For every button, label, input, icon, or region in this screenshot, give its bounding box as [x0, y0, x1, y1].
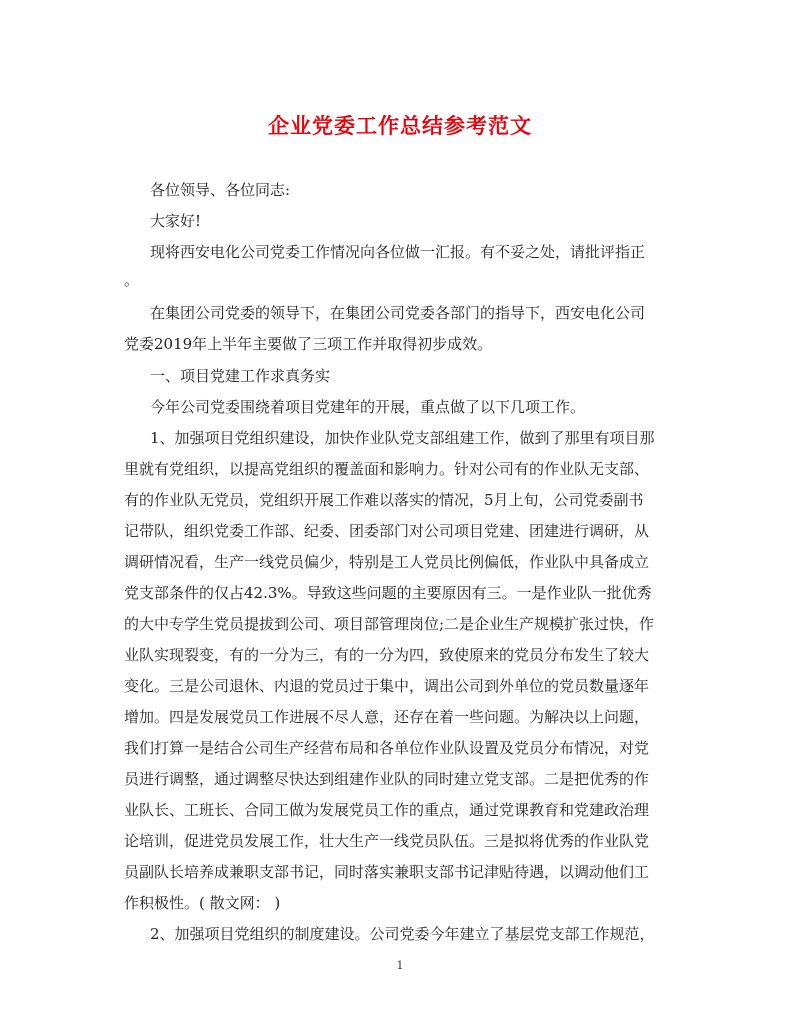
- text-line: 增加。四是发展党员工作进展不尽人意，还存在着一些问题。为解决以上问题，: [124, 708, 650, 726]
- text-line: 1、加强项目党组织建设，加快作业队党支部组建工作，做到了那里有项目那: [150, 429, 655, 447]
- text-line: 的大中专学生党员提拔到公司、项目部管理岗位;二是企业生产规模扩张过快，作: [124, 615, 655, 633]
- text-line: 大家好!: [150, 212, 202, 230]
- text-line: 2、加强项目党组织的制度建设。公司党委今年建立了基层党支部工作规范，: [150, 925, 655, 943]
- text-line: 今年公司党委围绕着项目党建年的开展，重点做了以下几项工作。: [150, 398, 586, 416]
- text-line: 员副队长培养成兼职支部书记，同时落实兼职支部书记津贴待遇，以调动他们工: [124, 863, 650, 881]
- text-line: 现将西安电化公司党委工作情况向各位做一汇报。有不妥之处，请批评指正: [150, 243, 646, 261]
- section-heading: 一、项目党建工作求真务实: [150, 367, 331, 385]
- text-line: 记带队，组织党委工作部、纪委、团委部门对公司项目党建、团建进行调研，从: [124, 522, 650, 540]
- text-line: 论培训，促进党员发展工作，壮大生产一线党员队伍。三是拟将优秀的作业队党: [124, 832, 650, 850]
- text-line: 变化。三是公司退休、内退的党员过于集中，调出公司到外单位的党员数量逐年: [124, 677, 650, 695]
- text-line: 各位领导、各位同志:: [150, 181, 291, 199]
- text-line: 。: [124, 271, 140, 289]
- text-line: 党委2019年上半年主要做了三项工作并取得初步成效。: [124, 335, 493, 353]
- text-line: 在集团公司党委的领导下，在集团公司党委各部门的指导下，西安电化公司: [150, 304, 646, 322]
- text-line: 调研情况看，生产一线党员偏少，特别是工人党员比例偏低，作业队中具备成立: [124, 553, 650, 571]
- text-line: 有的作业队无党员，党组织开展工作难以落实的情况，5月上旬，公司党委副书: [124, 491, 644, 509]
- text-line: 我们打算一是结合公司生产经营布局和各单位作业队设置及党员分布情况，对党: [124, 739, 650, 757]
- document-title: 企业党委工作总结参考范文: [268, 113, 532, 138]
- text-line: 作积极性。( 散文网： ): [124, 894, 281, 912]
- text-line: 业队长、工班长、合同工做为发展党员工作的重点，通过党课教育和党建政治理: [124, 801, 650, 819]
- text-line: 党支部条件的仅占42.3%。导致这些问题的主要原因有三。一是作业队一批优秀: [124, 584, 652, 602]
- page-number: 1: [396, 959, 404, 972]
- text-line: 里就有党组织，以提高党组织的覆盖面和影响力。针对公司有的作业队无支部、: [124, 460, 650, 478]
- text-line: 员进行调整，通过调整尽快达到组建作业队的同时建立党支部。二是把优秀的作: [124, 770, 650, 788]
- text-line: 业队实现裂变，有的一分为三，有的一分为四，致使原来的党员分布发生了较大: [124, 646, 650, 664]
